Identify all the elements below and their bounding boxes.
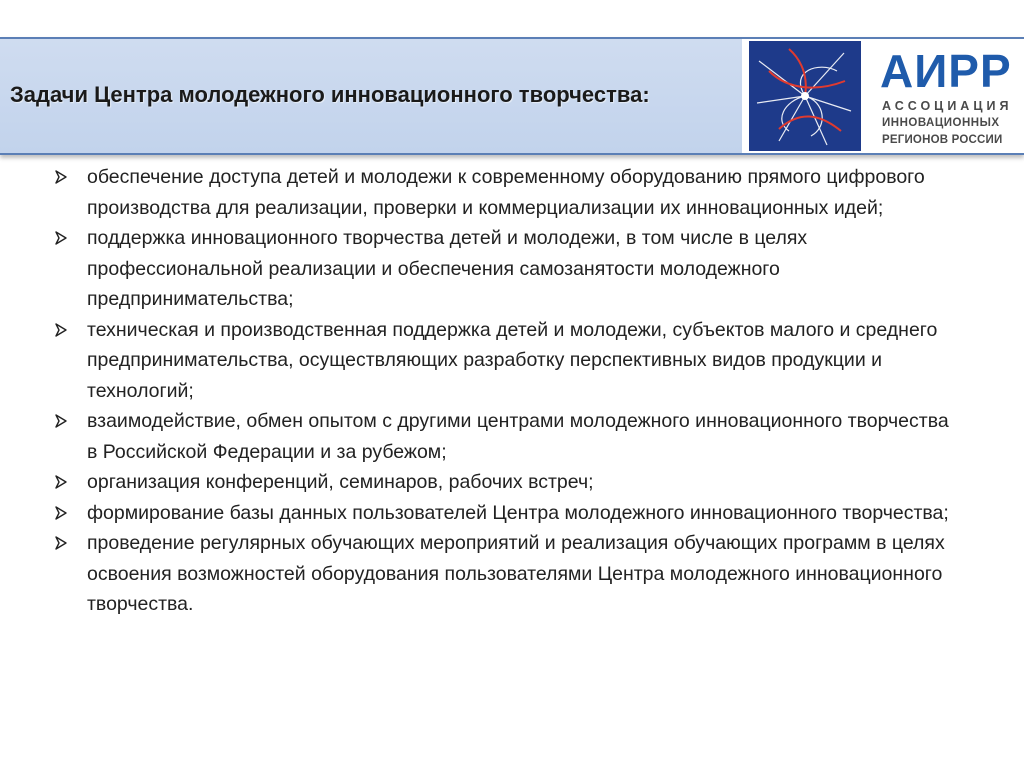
- task-text: организация конференций, семинаров, рабочих встреч;: [87, 471, 594, 493]
- task-list-item: [52, 406, 952, 467]
- task-list-item: [52, 315, 952, 407]
- task-list: [52, 162, 952, 620]
- arrow-bullet-icon: [54, 475, 68, 489]
- arrow-bullet-icon: [54, 170, 68, 184]
- task-list-item: [52, 498, 952, 529]
- task-text: взаимодействие, обмен опытом с другими центрами молодежного инновационного творчества в Российской Федерации и за рубежом;: [87, 410, 949, 463]
- logo-text-line-2: ИННОВАЦИОННЫХ: [882, 117, 1000, 129]
- logo-emblem-icon: [749, 41, 861, 151]
- task-text: обеспечение доступа детей и молодежи к современному оборудованию прямого цифрового производства для реализации, проверки и коммерциализации их инновационных идей;: [87, 166, 925, 219]
- arrow-bullet-icon: [54, 231, 68, 245]
- task-text: формирование базы данных пользователей Центра молодежного инновационного творчества;: [87, 501, 949, 524]
- logo-abbreviation: АИРР: [880, 45, 1012, 97]
- task-list-item: [52, 223, 952, 315]
- airr-logo: [742, 39, 1024, 153]
- task-list-item: [52, 162, 952, 223]
- arrow-bullet-icon: [54, 414, 68, 428]
- task-list-item: [52, 528, 952, 620]
- arrow-bullet-icon: [54, 506, 68, 520]
- task-text: проведение регулярных обучающих мероприятий и реализация обучающих программ в целях освоения возможностей оборудования пользователями Центра молодежного инновационного творчества.: [87, 532, 945, 615]
- slide-title: Задачи Центра молодежного инновационного творчества:: [10, 82, 650, 107]
- task-list-item: [52, 467, 952, 498]
- task-text: поддержка инновационного творчества детей и молодежи, в том числе в целях профессиональной реализации и обеспечения самозанятости молодежного предпринимательства;: [87, 227, 808, 310]
- logo-text-line-1: АССОЦИАЦИЯ: [882, 99, 1013, 113]
- arrow-bullet-icon: [54, 323, 68, 337]
- logo-text-line-3: РЕГИОНОВ РОССИИ: [882, 134, 1003, 146]
- arrow-bullet-icon: [54, 536, 68, 550]
- task-text: техническая и производственная поддержка детей и молодежи, субъектов малого и среднего предпринимательства, осуществляющих разработку перспективных видов продукции и технологий;: [87, 318, 938, 402]
